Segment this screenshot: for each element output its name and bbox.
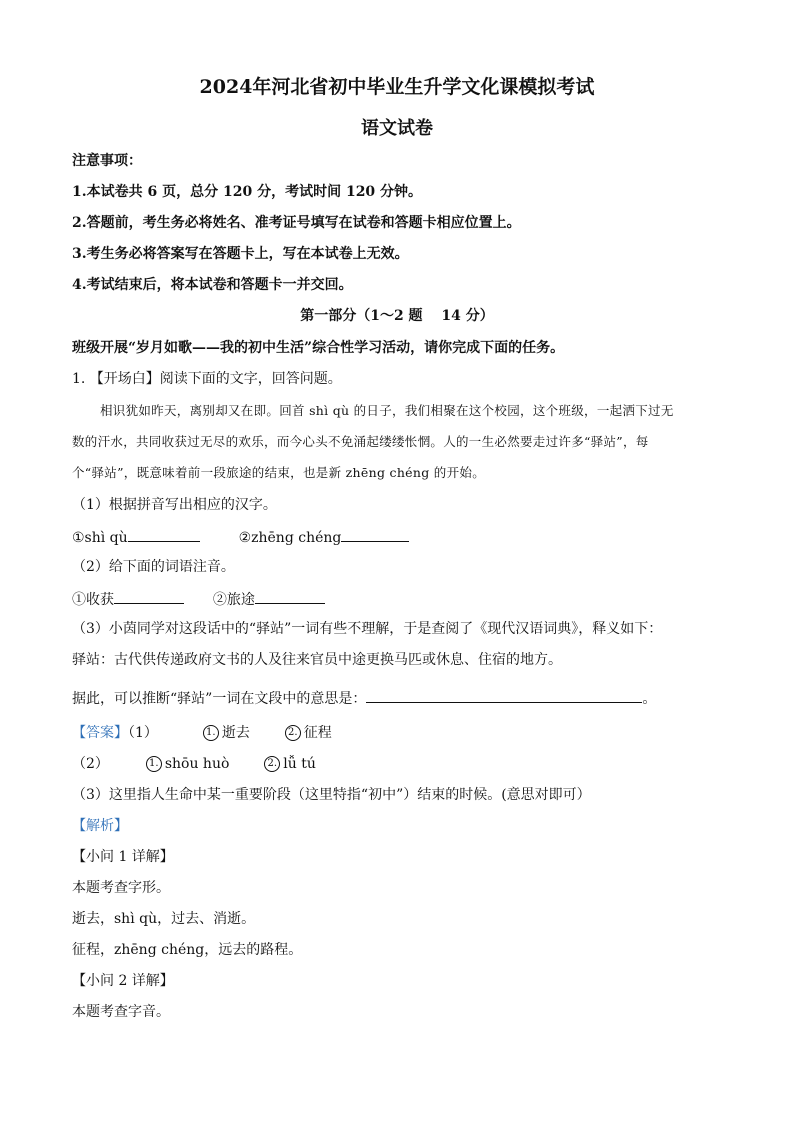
part-heading: 第一部分（1～2 题 14 分） xyxy=(300,308,494,324)
analysis-label: 【解析】 xyxy=(72,818,128,834)
inference-prompt xyxy=(72,688,656,708)
activity-intro: 班级开展“岁月如歌——我的初中生活”综合性学习活动，请你完成下面的任务。 xyxy=(72,340,565,356)
analysis-text: 本题考查字音。 xyxy=(72,1004,170,1020)
sub-question-2-blanks xyxy=(72,589,325,609)
number-circle: 1. xyxy=(146,756,162,772)
answer-blank[interactable] xyxy=(366,688,642,703)
answer-blank[interactable] xyxy=(114,589,184,604)
answer-line-2 xyxy=(72,755,316,773)
passage-line-1: 相识犹如昨天，离别却又在即。回首 shì qù 的日子，我们相聚在这个校园，这个班级，一起洒下过无 xyxy=(100,403,674,418)
answer-label: 【答案】 xyxy=(72,725,128,741)
answer-value: 征程 xyxy=(303,725,332,741)
page-title: 2024年河北省初中毕业生升学文化课模拟考试 xyxy=(199,76,595,98)
number-circle: 1. xyxy=(203,725,219,741)
analysis-text: 征程，zhēng chéng，远去的路程。 xyxy=(72,942,303,958)
answer-value: 逝去 xyxy=(221,725,250,741)
answer-blank[interactable] xyxy=(255,589,325,604)
notice-item-3: 3.考生务必将答案写在答题卡上，写在本试卷上无效。 xyxy=(72,246,409,262)
word-shouhuo: ①收获 xyxy=(72,592,114,608)
notice-item-4: 4.考试结束后，将本试卷和答题卡一并交回。 xyxy=(72,277,353,293)
pinyin-zhengcheng: ②zhēng chéng xyxy=(238,530,342,546)
passage-line-3: 个“驿站”，既意味着前一段旅途的结束，也是新 zhēng chéng 的开始。 xyxy=(72,465,485,480)
question-1-stem: 1. 【开场白】阅读下面的文字，回答问题。 xyxy=(72,371,342,387)
notice-item-1: 1.本试卷共 6 页，总分 120 分，考试时间 120 分钟。 xyxy=(72,184,423,200)
notice-heading: 注意事项： xyxy=(72,153,142,169)
word-lvtu: ②旅途 xyxy=(212,592,255,608)
pinyin-shiqu: ①shì qù xyxy=(72,530,128,546)
answer-prefix: （2） xyxy=(72,756,109,772)
answer-blank[interactable] xyxy=(341,527,409,542)
subquestion-2-title: 【小问 2 详解】 xyxy=(72,973,174,989)
inference-end: 。 xyxy=(642,691,657,707)
answer-line-1 xyxy=(72,724,332,742)
analysis-text: 逝去，shì qù，过去、消逝。 xyxy=(72,911,256,927)
dictionary-definition: 驿站：古代供传递政府文书的人及往来官员中途更换马匹或休息、住宿的地方。 xyxy=(72,652,562,668)
inference-text: 据此，可以推断“驿站”一词在文段中的意思是： xyxy=(72,691,367,707)
sub-question-1: （1）根据拼音写出相应的汉字。 xyxy=(72,497,277,513)
answer-prefix: （1） xyxy=(128,725,158,741)
number-circle: 2. xyxy=(285,725,301,741)
passage-line-2: 数的汗水，共同收获过无尽的欢乐，而今心头不免涌起缕缕怅惘。人的一生必然要走过许多“驿站”，每 xyxy=(72,434,649,449)
number-circle: 2. xyxy=(264,756,280,772)
answer-value: lǚ tú xyxy=(283,756,316,772)
sub-question-2: （2）给下面的词语注音。 xyxy=(72,559,235,575)
notice-item-2: 2.答题前，考生务必将姓名、准考证号填写在试卷和答题卡相应位置上。 xyxy=(72,215,521,231)
page-subtitle: 语文试卷 xyxy=(361,118,433,139)
answer-line-3: （3）这里指人生命中某一重要阶段（这里特指“初中”）结束的时候。(意思对即可） xyxy=(72,787,591,803)
answer-value: shōu huò xyxy=(164,756,230,772)
answer-blank[interactable] xyxy=(128,527,200,542)
analysis-text: 本题考查字形。 xyxy=(72,880,170,896)
subquestion-1-title: 【小问 1 详解】 xyxy=(72,849,174,865)
sub-question-1-blanks xyxy=(72,527,409,547)
sub-question-3: （3）小茵同学对这段话中的“驿站”一词有些不理解，于是查阅了《现代汉语词典》，释义如下： xyxy=(72,621,663,637)
